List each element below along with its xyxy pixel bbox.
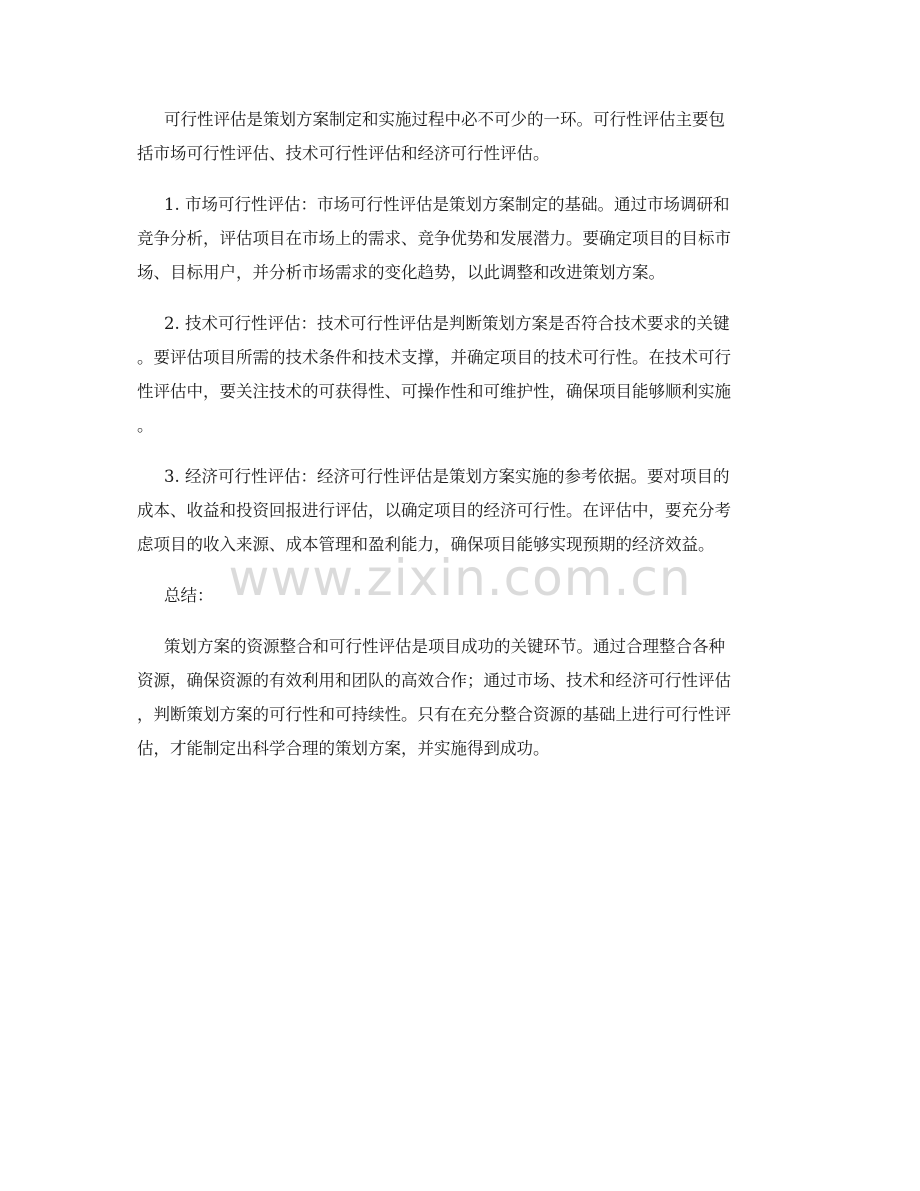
paragraph-tech-line-1: 2. 技术可行性评估：技术可行性评估是判断策划方案是否符合技术要求的关键 [164, 314, 730, 333]
paragraph-summary-line-4: 估，才能制定出科学合理的策划方案，并实施得到成功。 [137, 739, 550, 758]
paragraph-economic-line-2: 成本、收益和投资回报进行评估，以确定项目的经济可行性。在评估中，要充分考 [137, 501, 731, 520]
paragraph-market-line-3: 场、目标用户，并分析市场需求的变化趋势，以此调整和改进策划方案。 [137, 263, 665, 282]
paragraph-tech-line-4: 。 [137, 416, 154, 435]
paragraph-economic-line-3: 虑项目的收入来源、成本管理和盈利能力，确保项目能够实现预期的经济效益。 [137, 535, 715, 554]
watermark: www.zixin.com.cn [228, 549, 692, 607]
paragraph-tech-line-2: 。要评估项目所需的技术条件和技术支撑，并确定项目的技术可行性。在技术可行 [137, 348, 731, 367]
paragraph-summary-line-1: 策划方案的资源整合和可行性评估是项目成功的关键环节。通过合理整合各种 [164, 637, 725, 656]
paragraph-intro-line-1: 可行性评估是策划方案制定和实施过程中必不可少的一环。可行性评估主要包 [164, 110, 725, 129]
paragraph-summary-line-2: 资源，确保资源的有效利用和团队的高效合作；通过市场、技术和经济可行性评估 [137, 671, 731, 690]
paragraph-market-line-1: 1. 市场可行性评估：市场可行性评估是策划方案制定的基础。通过市场调研和 [164, 195, 730, 214]
paragraph-intro-line-2: 括市场可行性评估、技术可行性评估和经济可行性评估。 [137, 144, 550, 163]
summary-heading: 总结： [164, 586, 214, 605]
paragraph-tech-line-3: 性评估中，要关注技术的可获得性、可操作性和可维护性，确保项目能够顺利实施 [137, 382, 731, 401]
paragraph-summary-line-3: ，判断策划方案的可行性和可持续性。只有在充分整合资源的基础上进行可行性评 [137, 705, 731, 724]
paragraph-market-line-2: 竞争分析，评估项目在市场上的需求、竞争优势和发展潜力。要确定项目的目标市 [137, 229, 731, 248]
paragraph-economic-line-1: 3. 经济可行性评估：经济可行性评估是策划方案实施的参考依据。要对项目的 [164, 467, 730, 486]
